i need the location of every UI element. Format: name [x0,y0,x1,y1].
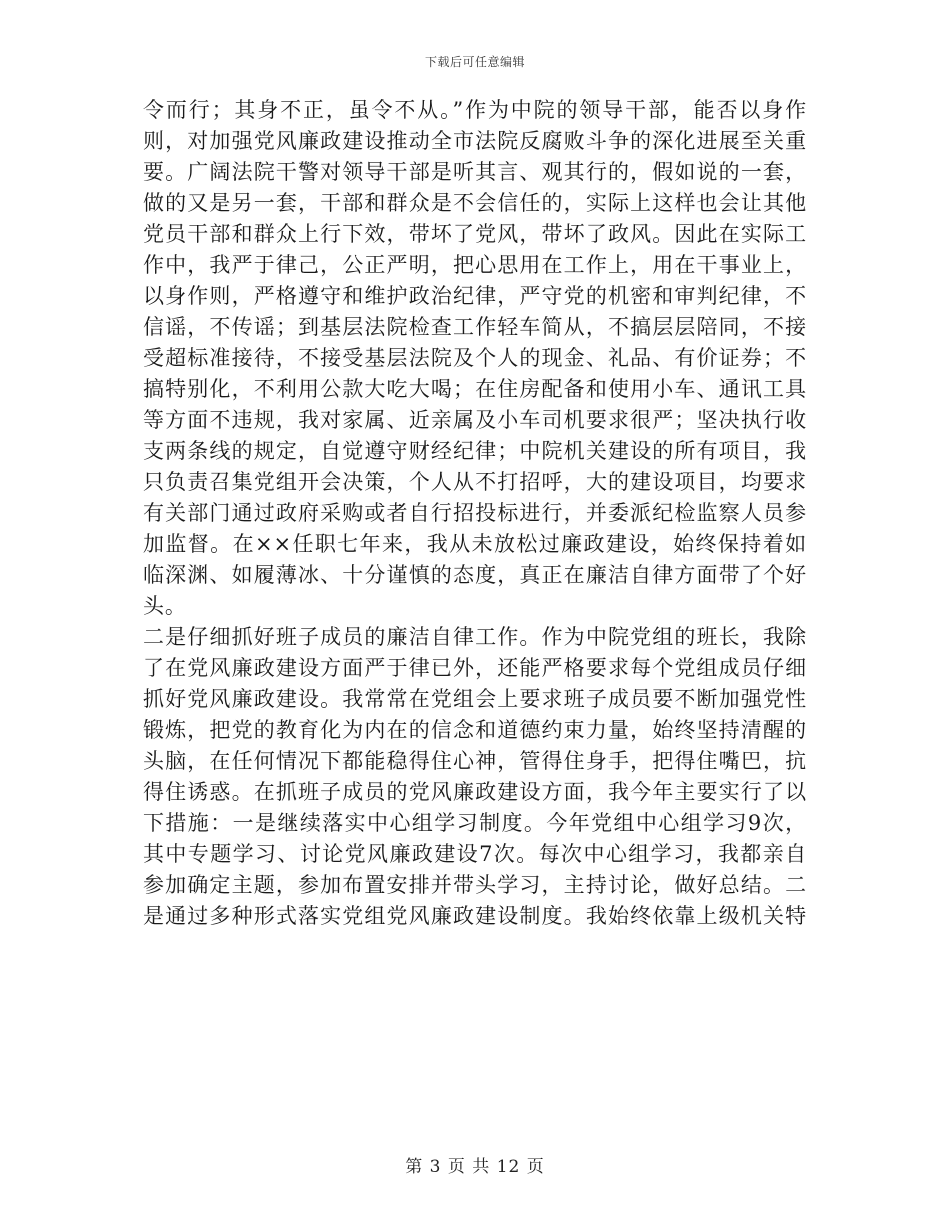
document-body [143,95,807,932]
text-line: 做的又是另一套，干部和群众是不会信任的，实际上这样也会让其他 [143,191,807,215]
text-line: 等方面不违规，我对家属、近亲属及小车司机要求很严；坚决执行收 [143,408,807,432]
page-header-note: 下载后可任意编辑 [424,55,525,69]
text-line: 令而行；其身不正，虽令不从。”作为中院的领导干部，能否以身作 [143,98,807,122]
page-number: 第 3 页 共 12 页 [405,1157,545,1177]
text-line: 二是仔细抓好班子成员的廉洁自律工作。作为中院党组的班长，我除 [143,625,807,649]
text-line: 头。 [143,594,187,618]
text-line: 要。广阔法院干警对领导干部是听其言、观其行的，假如说的一套， [143,160,807,184]
text-line: 其中专题学习、讨论党风廉政建设7次。每次中心组学习，我都亲自 [143,842,807,866]
text-line: 是通过多种形式落实党组党风廉政建设制度。我始终依靠上级机关特 [143,904,807,928]
text-line: 了在党风廉政建设方面严于律已外，还能严格要求每个党组成员仔细 [143,656,807,680]
text-line: 参加确定主题，参加布置安排并带头学习，主持讨论，做好总结。二 [143,873,807,897]
text-line: 作中，我严于律己，公正严明，把心思用在工作上，用在干事业上， [143,253,807,277]
text-line: 受超标准接待，不接受基层法院及个人的现金、礼品、有价证券；不 [143,346,807,370]
text-line: 加监督。在××任职七年来，我从未放松过廉政建设，始终保持着如 [143,532,807,556]
text-line: 党员干部和群众上行下效，带坏了党风，带坏了政风。因此在实际工 [143,222,807,246]
text-line: 抓好党风廉政建设。我常常在党组会上要求班子成员要不断加强党性 [143,687,807,711]
text-line: 信谣，不传谣；到基层法院检查工作轻车简从，不搞层层陪同，不接 [143,315,807,339]
text-line: 以身作则，严格遵守和维护政治纪律，严守党的机密和审判纪律，不 [143,284,807,308]
text-line: 搞特别化，不利用公款大吃大喝；在住房配备和使用小车、通讯工具 [143,377,807,401]
text-line: 有关部门通过政府采购或者自行招投标进行，并委派纪检监察人员参 [143,501,807,525]
text-line: 则，对加强党风廉政建设推动全市法院反腐败斗争的深化进展至关重 [143,129,807,153]
text-line: 支两条线的规定，自觉遵守财经纪律；中院机关建设的所有项目，我 [143,439,807,463]
text-line: 临深渊、如履薄冰、十分谨慎的态度，真正在廉洁自律方面带了个好 [143,563,807,587]
text-line: 锻炼，把党的教育化为内在的信念和道德约束力量，始终坚持清醒的 [143,718,807,742]
text-line: 只负责召集党组开会决策，个人从不打招呼，大的建设项目，均要求 [143,470,807,494]
text-line: 得住诱惑。在抓班子成员的党风廉政建设方面，我今年主要实行了以 [143,780,807,804]
text-line: 头脑，在任何情况下都能稳得住心神，管得住身手，把得住嘴巴，抗 [143,749,807,773]
text-line: 下措施：一是继续落实中心组学习制度。今年党组中心组学习9次， [143,811,807,835]
